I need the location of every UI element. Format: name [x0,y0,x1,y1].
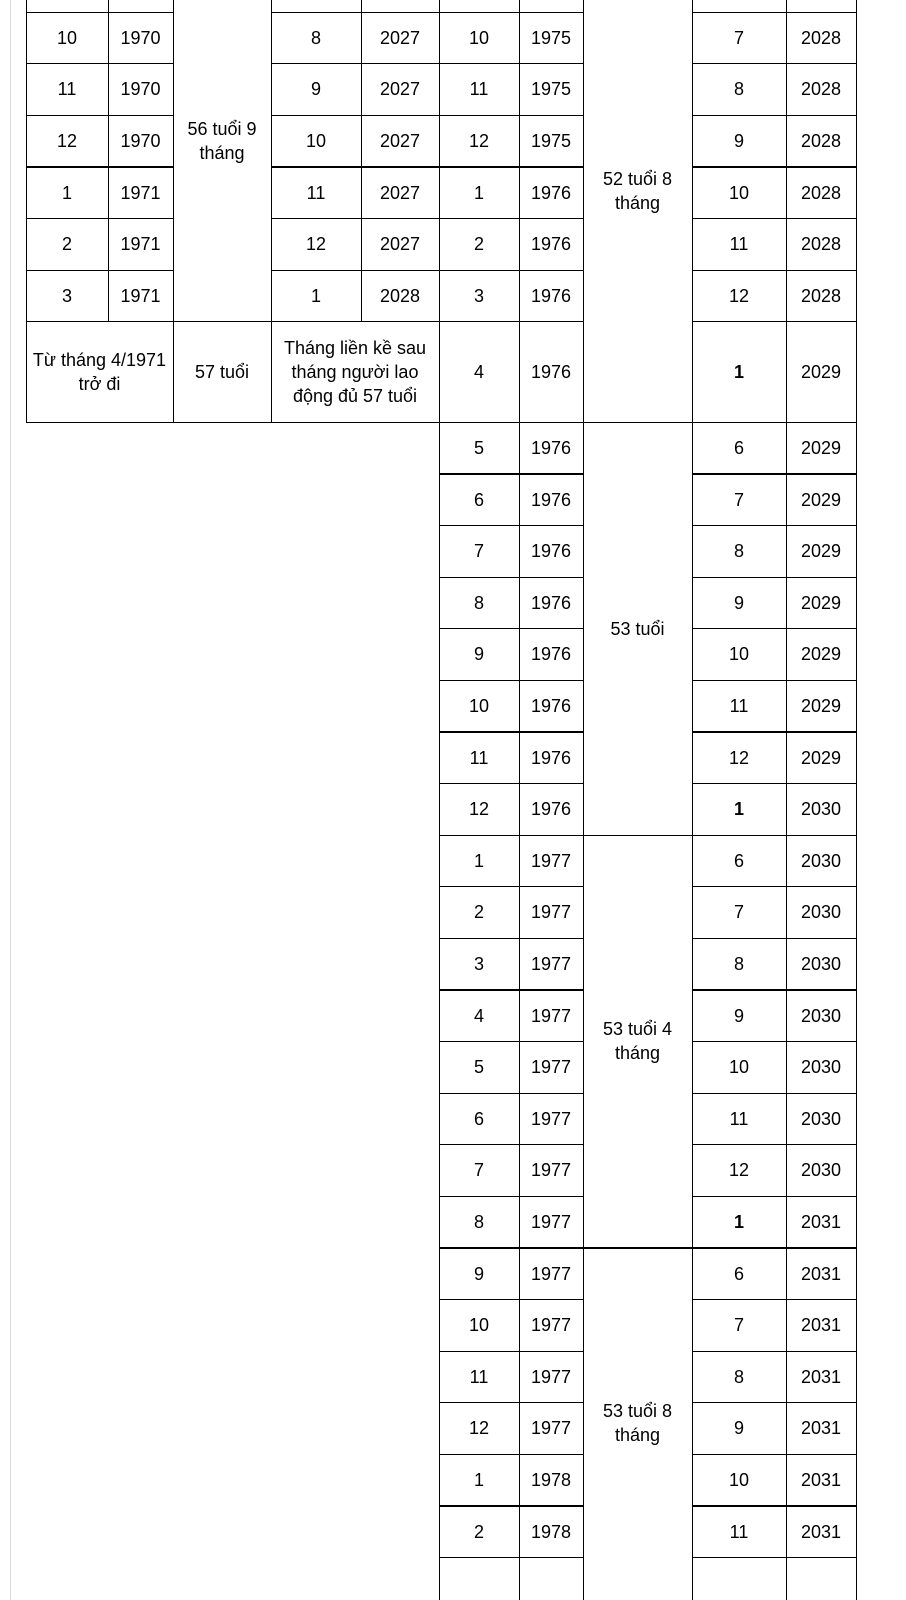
table-grid-line [439,1247,584,1248]
right-retire-year-cell: 2031 [800,1366,842,1387]
table-grid-line [692,115,857,116]
right-retire-year-cell: 2028 [800,234,842,255]
table-grid-line [271,12,440,13]
right-birth-month-cell: 1 [473,850,484,871]
right-retire-month-cell: 10 [728,182,750,203]
right-retire-month-cell: 10 [728,1469,750,1490]
table-grid-line [692,628,857,629]
table-grid-line [271,321,440,322]
right-birth-year-cell: 1977 [530,1418,572,1439]
left-birth-year-cell: 1971 [120,285,161,306]
right-birth-month-cell: 10 [468,695,490,716]
right-birth-year-cell: 1978 [530,1469,572,1490]
right-retire-month-cell: 12 [728,285,750,306]
table-grid-line [439,473,584,474]
table-grid-line [271,166,440,167]
left-retire-year-cell: 2027 [379,79,421,100]
table-grid-line [439,1041,584,1042]
right-retire-month-cell: 7 [733,902,744,923]
table-grid-line [692,886,857,887]
right-birth-year-cell: 1976 [530,541,572,562]
right-retire-year-cell: 2028 [800,182,842,203]
right-birth-month-cell: 9 [473,1263,484,1284]
table-grid-line [26,422,440,423]
right-birth-year-cell: 1977 [530,1263,572,1284]
table-grid-line [692,938,857,939]
right-birth-month-cell: 2 [473,1521,484,1542]
right-birth-year-cell: 1978 [530,1521,572,1542]
left-final-age-cell: 57 tuổi [194,361,250,382]
table-grid-line [692,1557,857,1558]
table-grid-line [439,270,584,271]
table-grid-line [692,731,857,732]
right-retire-month-cell: 7 [733,489,744,510]
table-grid-line [439,1093,584,1094]
table-grid-line [439,218,584,219]
table-grid-line [361,0,362,322]
right-retire-year-cell: 2031 [800,1521,842,1542]
left-age-group-cell: 56 tuổi 9 tháng [187,118,257,163]
right-retire-month-cell: 12 [728,1160,750,1181]
right-retire-year-cell: 2028 [800,130,842,151]
table-grid-line [439,1557,584,1558]
left-final-birth-cell: Từ tháng 4/1971 trở đi [32,349,167,394]
right-retire-year-cell: 2028 [800,79,842,100]
table-grid-line [439,63,584,64]
table-grid-line [26,166,174,167]
table-grid-line [692,577,857,578]
table-grid-line [692,1144,857,1145]
left-retire-month-cell: 1 [310,285,321,306]
right-birth-year-cell: 1976 [530,644,572,665]
right-birth-month-cell: 3 [473,953,484,974]
table-grid-line [692,166,857,167]
right-birth-year-cell: 1976 [530,695,572,716]
table-grid-line [439,835,584,836]
right-retire-month-cell: 8 [733,541,744,562]
right-birth-month-cell: 4 [473,1005,484,1026]
right-retire-year-cell: 2030 [800,799,842,820]
right-retire-month-cell: 1 [733,1211,744,1232]
right-age-group-cell: 52 tuổi 8 tháng [602,169,673,214]
table-grid-line [439,1454,584,1455]
table-grid-line [692,525,857,526]
table-grid-line [439,1299,584,1300]
right-birth-year-cell: 1975 [530,79,572,100]
right-birth-month-cell: 2 [473,902,484,923]
table-grid-line [439,886,584,887]
table-grid-line [692,1505,857,1506]
right-age-group-cell: 53 tuổi [610,618,665,639]
left-birth-month-cell: 10 [56,27,78,48]
right-retire-month-cell: 6 [733,1263,744,1284]
right-birth-year-cell: 1977 [530,902,572,923]
left-retire-month-cell: 9 [310,79,321,100]
table-grid-line [439,680,584,681]
table-grid-line [439,321,584,322]
right-birth-year-cell: 1977 [530,1211,572,1232]
left-birth-month-cell: 2 [61,234,72,255]
table-grid-line [692,835,857,836]
left-birth-year-cell: 1971 [120,182,161,203]
left-retire-month-cell: 8 [310,27,321,48]
right-retire-year-cell: 2029 [800,541,842,562]
right-retire-year-cell: 2030 [800,1005,842,1026]
right-birth-month-cell: 7 [473,1160,484,1181]
table-grid-line [439,783,584,784]
right-retire-month-cell: 1 [733,361,744,382]
table-grid-line [439,1144,584,1145]
table-grid-line [271,218,440,219]
right-birth-year-cell: 1976 [530,234,572,255]
table-grid-line [583,0,584,1600]
right-birth-month-cell: 2 [473,234,484,255]
right-birth-year-cell: 1977 [530,953,572,974]
left-retire-year-cell: 2027 [379,27,421,48]
left-birth-month-cell: 3 [61,285,72,306]
right-retire-year-cell: 2028 [800,285,842,306]
right-birth-year-cell: 1976 [530,747,572,768]
table-grid-line [439,577,584,578]
table-grid-line [692,1299,857,1300]
left-birth-year-cell: 1971 [120,234,161,255]
right-birth-month-cell: 10 [468,27,490,48]
right-retire-year-cell: 2030 [800,1057,842,1078]
right-birth-year-cell: 1977 [530,1160,572,1181]
right-birth-month-cell: 12 [468,1418,490,1439]
right-retire-year-cell: 2029 [800,361,842,382]
right-retire-year-cell: 2030 [800,953,842,974]
right-birth-month-cell: 3 [473,285,484,306]
right-retire-month-cell: 9 [733,1418,744,1439]
right-birth-year-cell: 1976 [530,361,572,382]
right-retire-month-cell: 6 [733,850,744,871]
table-grid-line [692,989,857,990]
right-retire-month-cell: 7 [733,1315,744,1336]
table-grid-line [692,0,693,1600]
table-grid-line [439,525,584,526]
right-retire-year-cell: 2031 [800,1469,842,1490]
table-grid-line [108,0,109,322]
right-retire-year-cell: 2029 [800,437,842,458]
left-birth-month-cell: 12 [56,130,78,151]
right-retire-year-cell: 2030 [800,850,842,871]
right-birth-month-cell: 6 [473,1108,484,1129]
table-grid-line [692,218,857,219]
right-retire-year-cell: 2028 [800,27,842,48]
table-grid-line [692,680,857,681]
table-grid-line [692,321,857,322]
left-birth-month-cell: 1 [61,182,72,203]
table-grid-line [26,12,174,13]
right-retire-month-cell: 11 [729,1108,749,1129]
right-birth-month-cell: 11 [469,1366,489,1387]
right-retire-year-cell: 2030 [800,1160,842,1181]
table-grid-line [26,63,174,64]
left-birth-year-cell: 1970 [120,130,161,151]
right-birth-year-cell: 1976 [530,489,572,510]
right-retire-month-cell: 6 [733,437,744,458]
right-birth-year-cell: 1977 [530,1108,572,1129]
right-retire-month-cell: 10 [728,644,750,665]
table-grid-line [439,115,584,116]
table-grid-line [271,270,440,271]
table-grid-line [173,321,272,322]
right-retire-year-cell: 2030 [800,1108,842,1129]
left-retire-month-cell: 11 [306,182,326,203]
table-grid-line [692,1454,857,1455]
right-retire-month-cell: 9 [733,592,744,613]
left-birth-year-cell: 1970 [120,79,161,100]
table-grid-line [439,938,584,939]
table-grid-line [439,731,584,732]
table-grid-line [439,166,584,167]
table-grid-line [26,115,174,116]
right-birth-month-cell: 5 [473,437,484,458]
right-retire-month-cell: 11 [729,1521,749,1542]
right-retire-month-cell: 9 [733,130,744,151]
right-birth-year-cell: 1977 [530,1366,572,1387]
table-grid-line [692,1402,857,1403]
right-retire-month-cell: 7 [733,27,744,48]
right-age-group-cell: 53 tuổi 4 tháng [602,1019,673,1064]
right-birth-month-cell: 1 [473,1469,484,1490]
right-birth-month-cell: 8 [473,1211,484,1232]
table-grid-line [439,628,584,629]
right-retire-month-cell: 1 [733,799,744,820]
right-birth-year-cell: 1976 [530,799,572,820]
table-grid-line [439,0,440,1600]
right-birth-month-cell: 11 [469,747,489,768]
right-retire-month-cell: 10 [728,1057,750,1078]
right-birth-year-cell: 1975 [530,130,572,151]
table-grid-line [692,63,857,64]
right-retire-year-cell: 2031 [800,1315,842,1336]
right-retire-year-cell: 2029 [800,695,842,716]
right-birth-month-cell: 6 [473,489,484,510]
table-grid-line [583,422,693,423]
right-birth-year-cell: 1976 [530,285,572,306]
table-grid-line [692,1351,857,1352]
table-grid-line [692,473,857,474]
right-birth-year-cell: 1977 [530,1005,572,1026]
right-birth-month-cell: 11 [469,79,489,100]
left-retire-year-cell: 2028 [379,285,421,306]
table-grid-line [692,783,857,784]
right-retire-month-cell: 8 [733,1366,744,1387]
left-retire-month-cell: 12 [305,234,327,255]
right-birth-month-cell: 12 [468,799,490,820]
table-grid-line [692,422,857,423]
right-birth-year-cell: 1976 [530,592,572,613]
table-grid-line [692,1093,857,1094]
right-retire-year-cell: 2031 [800,1263,842,1284]
left-birth-year-cell: 1970 [120,27,161,48]
table-grid-line [583,1247,693,1248]
table-grid-line [439,1505,584,1506]
right-retire-year-cell: 2030 [800,902,842,923]
right-birth-year-cell: 1977 [530,850,572,871]
right-retire-month-cell: 9 [733,1005,744,1026]
table-grid-line [439,1196,584,1197]
right-retire-year-cell: 2031 [800,1418,842,1439]
table-grid-line [439,989,584,990]
right-birth-month-cell: 7 [473,541,484,562]
table-grid-line [26,218,174,219]
left-birth-month-cell: 11 [57,79,77,100]
table-grid-line [439,1402,584,1403]
right-retire-year-cell: 2029 [800,592,842,613]
right-birth-month-cell: 1 [473,182,484,203]
left-retire-year-cell: 2027 [379,182,421,203]
table-grid-line [26,321,174,322]
table-grid-line [271,0,272,422]
right-birth-month-cell: 5 [473,1057,484,1078]
table-grid-line [583,835,693,836]
left-retire-year-cell: 2027 [379,130,421,151]
right-birth-year-cell: 1977 [530,1057,572,1078]
right-birth-year-cell: 1976 [530,182,572,203]
right-birth-month-cell: 9 [473,644,484,665]
right-birth-month-cell: 12 [468,130,490,151]
left-final-retire-cell: Tháng liền kề sau tháng người lao động đủ 57 tuổi [283,337,427,406]
right-birth-year-cell: 1977 [530,1315,572,1336]
right-birth-year-cell: 1976 [530,437,572,458]
right-birth-month-cell: 4 [473,361,484,382]
right-retire-month-cell: 11 [729,234,749,255]
table-grid-line [519,0,520,1600]
right-age-group-cell: 53 tuổi 8 tháng [602,1400,673,1445]
table-grid-line [692,12,857,13]
right-retire-year-cell: 2029 [800,489,842,510]
table-grid-line [692,270,857,271]
table-grid-line [692,1196,857,1197]
left-retire-month-cell: 10 [305,130,327,151]
right-retire-month-cell: 11 [729,695,749,716]
right-retire-year-cell: 2029 [800,747,842,768]
table-grid-line [271,63,440,64]
table-grid-line [786,0,787,1600]
right-retire-month-cell: 8 [733,953,744,974]
right-retire-month-cell: 8 [733,79,744,100]
table-grid-line [271,115,440,116]
table-grid-line [26,270,174,271]
table-grid-line [26,0,27,422]
table-grid-line [856,0,857,1600]
right-retire-year-cell: 2029 [800,644,842,665]
right-retire-month-cell: 12 [728,747,750,768]
table-grid-line [439,1351,584,1352]
right-retire-year-cell: 2031 [800,1211,842,1232]
table-grid-line [692,1041,857,1042]
right-birth-year-cell: 1975 [530,27,572,48]
table-grid-line [439,12,584,13]
table-grid-line [173,0,174,422]
right-birth-month-cell: 8 [473,592,484,613]
left-retire-year-cell: 2027 [379,234,421,255]
right-birth-month-cell: 10 [468,1315,490,1336]
table-grid-line [692,1247,857,1248]
table-grid-line [439,422,584,423]
